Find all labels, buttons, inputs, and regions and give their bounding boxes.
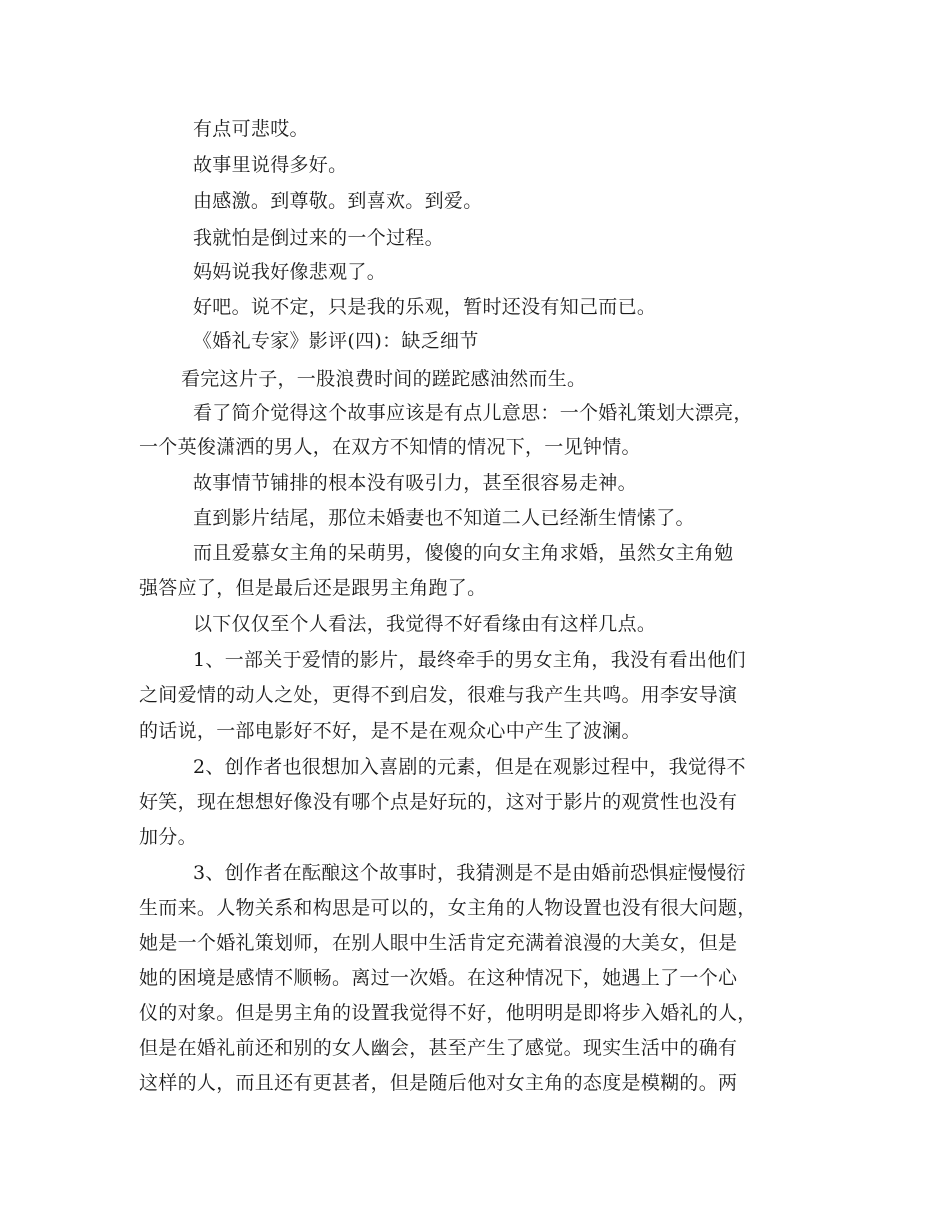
text-line: 好笑，现在想想好像没有哪个点是好玩的，这对于影片的观赏性也没有 xyxy=(139,791,738,813)
text-line: 她是一个婚礼策划师，在别人眼中生活肯定充满着浪漫的大美女，但是 xyxy=(139,932,738,954)
text-line: 生而来。人物关系和构思是可以的，女主角的人物设置也没有很大问题， xyxy=(139,897,757,919)
text-line: 之间爱情的动人之处，更得不到启发，很难与我产生共鸣。用李安导演 xyxy=(139,684,738,706)
text-line: 而且爱慕女主角的呆萌男，傻傻的向女主角求婚，虽然女主角勉 xyxy=(193,542,734,564)
text-line: 有点可悲哎。 xyxy=(193,118,309,140)
text-line: 强答应了，但是最后还是跟男主角跑了。 xyxy=(139,577,487,599)
text-line: 加分。 xyxy=(139,826,197,848)
text-line: 故事里说得多好。 xyxy=(193,154,348,176)
text-line: 3、创作者在酝酿这个故事时，我猜测是不是由婚前恐惧症慢慢衍 xyxy=(193,862,746,884)
text-line: 这样的人，而且还有更甚者，但是随后他对女主角的态度是模糊的。两 xyxy=(139,1072,738,1094)
text-line: 看完这片子，一股浪费时间的蹉跎感油然而生。 xyxy=(181,368,587,390)
text-line: 妈妈说我好像悲观了。 xyxy=(193,261,387,283)
text-line: 2、创作者也很想加入喜剧的元素，但是在观影过程中，我觉得不 xyxy=(193,756,746,778)
text-line: 的话说，一部电影好不好，是不是在观众心中产生了波澜。 xyxy=(139,720,641,742)
text-line: 故事情节铺排的根本没有吸引力，甚至很容易走神。 xyxy=(193,472,637,494)
text-line: 看了简介觉得这个故事应该是有点儿意思：一个婚礼策划大漂亮， xyxy=(193,402,753,424)
text-line: 由感激。到尊敬。到喜欢。到爱。 xyxy=(193,190,483,212)
text-line: 但是在婚礼前还和别的女人幽会，甚至产生了感觉。现实生活中的确有 xyxy=(139,1037,738,1059)
text-line: 以下仅仅至个人看法，我觉得不好看缘由有这样几点。 xyxy=(193,613,657,635)
text-line: 直到影片结尾，那位未婚妻也不知道二人已经渐生情愫了。 xyxy=(193,507,695,529)
section-heading: 《婚礼专家》影评(四)：缺乏细节 xyxy=(193,330,479,352)
text-line: 好吧。说不定，只是我的乐观，暂时还没有知己而已。 xyxy=(193,296,657,318)
text-line: 一个英俊潇洒的男人，在双方不知情的情况下，一见钟情。 xyxy=(139,436,641,458)
text-line: 她的困境是感情不顺畅。离过一次婚。在这种情况下，她遇上了一个心 xyxy=(139,967,738,989)
text-line: 1、一部关于爱情的影片，最终牵手的男女主角，我没有看出他们 xyxy=(193,649,746,671)
text-line: 我就怕是倒过来的一个过程。 xyxy=(193,227,444,249)
text-line: 仪的对象。但是男主角的设置我觉得不好，他明明是即将步入婚礼的人， xyxy=(139,1002,757,1024)
